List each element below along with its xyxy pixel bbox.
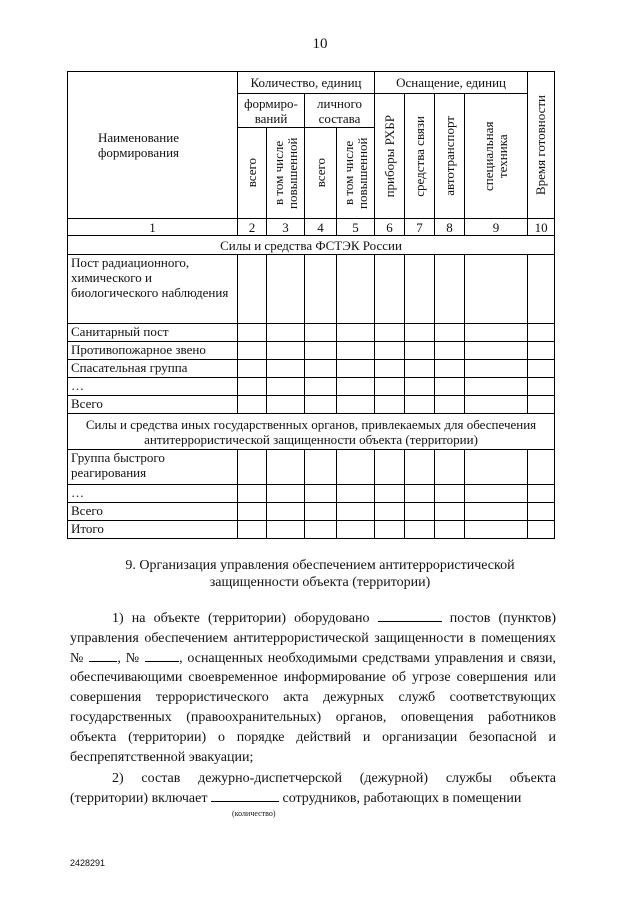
- column-numbers-row: [68, 219, 555, 236]
- col-number: 8: [435, 219, 465, 236]
- col-number: 10: [528, 219, 555, 236]
- p1-text: , №: [117, 650, 141, 666]
- table-row: [68, 521, 555, 539]
- row-label: …: [68, 378, 238, 396]
- section-title: [70, 557, 570, 591]
- header-formations-elevated: в том числе повышенной: [267, 128, 305, 219]
- row-label: Группа быстрого реагирования: [68, 450, 238, 485]
- page-number: 10: [312, 36, 328, 52]
- staff-count-blank: [211, 789, 279, 802]
- row-label: Всего: [68, 503, 238, 521]
- col-number: 2: [238, 219, 267, 236]
- header-personnel-total: всего: [305, 128, 337, 219]
- document-code: 2428291: [70, 858, 106, 868]
- header-comms: средства связи: [405, 94, 435, 219]
- p2-text: сотрудников, работающих в помещении: [282, 790, 522, 806]
- header-formations-total: всего: [238, 128, 267, 219]
- p2-text: 2) состав дежурно-диспетчерской (дежурной) службы объекта (территории) включает: [70, 771, 556, 806]
- p1-text: постов (пунктов) управления обеспечением антитеррористической защищенности в помещениях №: [70, 611, 556, 666]
- room-number-blank: [89, 649, 117, 662]
- table-row: [68, 396, 555, 414]
- header-formations: формиро-ваний: [238, 94, 305, 128]
- header-name-col: Наименование формирования: [68, 72, 238, 219]
- row-label: Противопожарное звено: [68, 342, 238, 360]
- forces-table: [67, 71, 555, 539]
- row-label: Пост радиационного, химического и биологического наблюдения: [68, 255, 238, 324]
- header-quantity-group: Количество, единиц: [238, 72, 375, 94]
- table-row: [68, 342, 555, 360]
- table-row: [68, 255, 555, 324]
- posts-count-blank: [378, 609, 442, 622]
- col-number: 3: [267, 219, 305, 236]
- row-label: …: [68, 485, 238, 503]
- section1-title: Силы и средства ФСТЭК России: [68, 236, 555, 255]
- table-row: [68, 450, 555, 485]
- p1-text: , оснащенных необходимыми средствами управления и связи, обеспечивающими своевременное информирование об угрозе совершения или совершения террористического акта дежурных служб соответствующих государственных (правоохранительных) органов, оповещения работников объекта (территории) о порядке действий и организации безопасной и беспрепятственной эвакуации;: [70, 650, 557, 765]
- row-label: Спасательная группа: [68, 360, 238, 378]
- section-title-line: защищенности объекта (территории): [209, 575, 431, 590]
- header-rhbz: приборы РХБР: [375, 94, 405, 219]
- header-personnel: личного состава: [305, 94, 375, 128]
- section-title-line: 9. Организация управления обеспечением антитеррористической: [125, 558, 515, 573]
- header-vehicles: автотранспорт: [435, 94, 465, 219]
- table-row: [68, 485, 555, 503]
- header-special: специальная техника: [465, 94, 528, 219]
- col-number: 4: [305, 219, 337, 236]
- p1-text: 1) на объекте (территории) оборудовано: [112, 611, 370, 626]
- header-personnel-elevated: в том числе повышенной: [337, 128, 375, 219]
- section2-title: Силы и средства иных государственных органов, привлекаемых для обеспечения антитеррористической защищенности объекта (территории): [68, 414, 555, 450]
- table-row: [68, 503, 555, 521]
- col-number: 5: [337, 219, 375, 236]
- col-number: 9: [465, 219, 528, 236]
- table-row: [68, 324, 555, 342]
- paragraph-2: [70, 769, 556, 809]
- table-row: [68, 360, 555, 378]
- row-label: Всего: [68, 396, 238, 414]
- table-row: [68, 378, 555, 396]
- blank-caption: (количество): [232, 809, 276, 818]
- room-number-blank: [145, 649, 179, 662]
- header-equipment-group: Оснащение, единиц: [375, 72, 528, 94]
- header-readiness: Время готовности: [528, 72, 555, 219]
- col-number: 6: [375, 219, 405, 236]
- row-label: Итого: [68, 521, 238, 539]
- row-label: Санитарный пост: [68, 324, 238, 342]
- col-number: 7: [405, 219, 435, 236]
- paragraph-1: [70, 609, 556, 767]
- col-number: 1: [68, 219, 238, 236]
